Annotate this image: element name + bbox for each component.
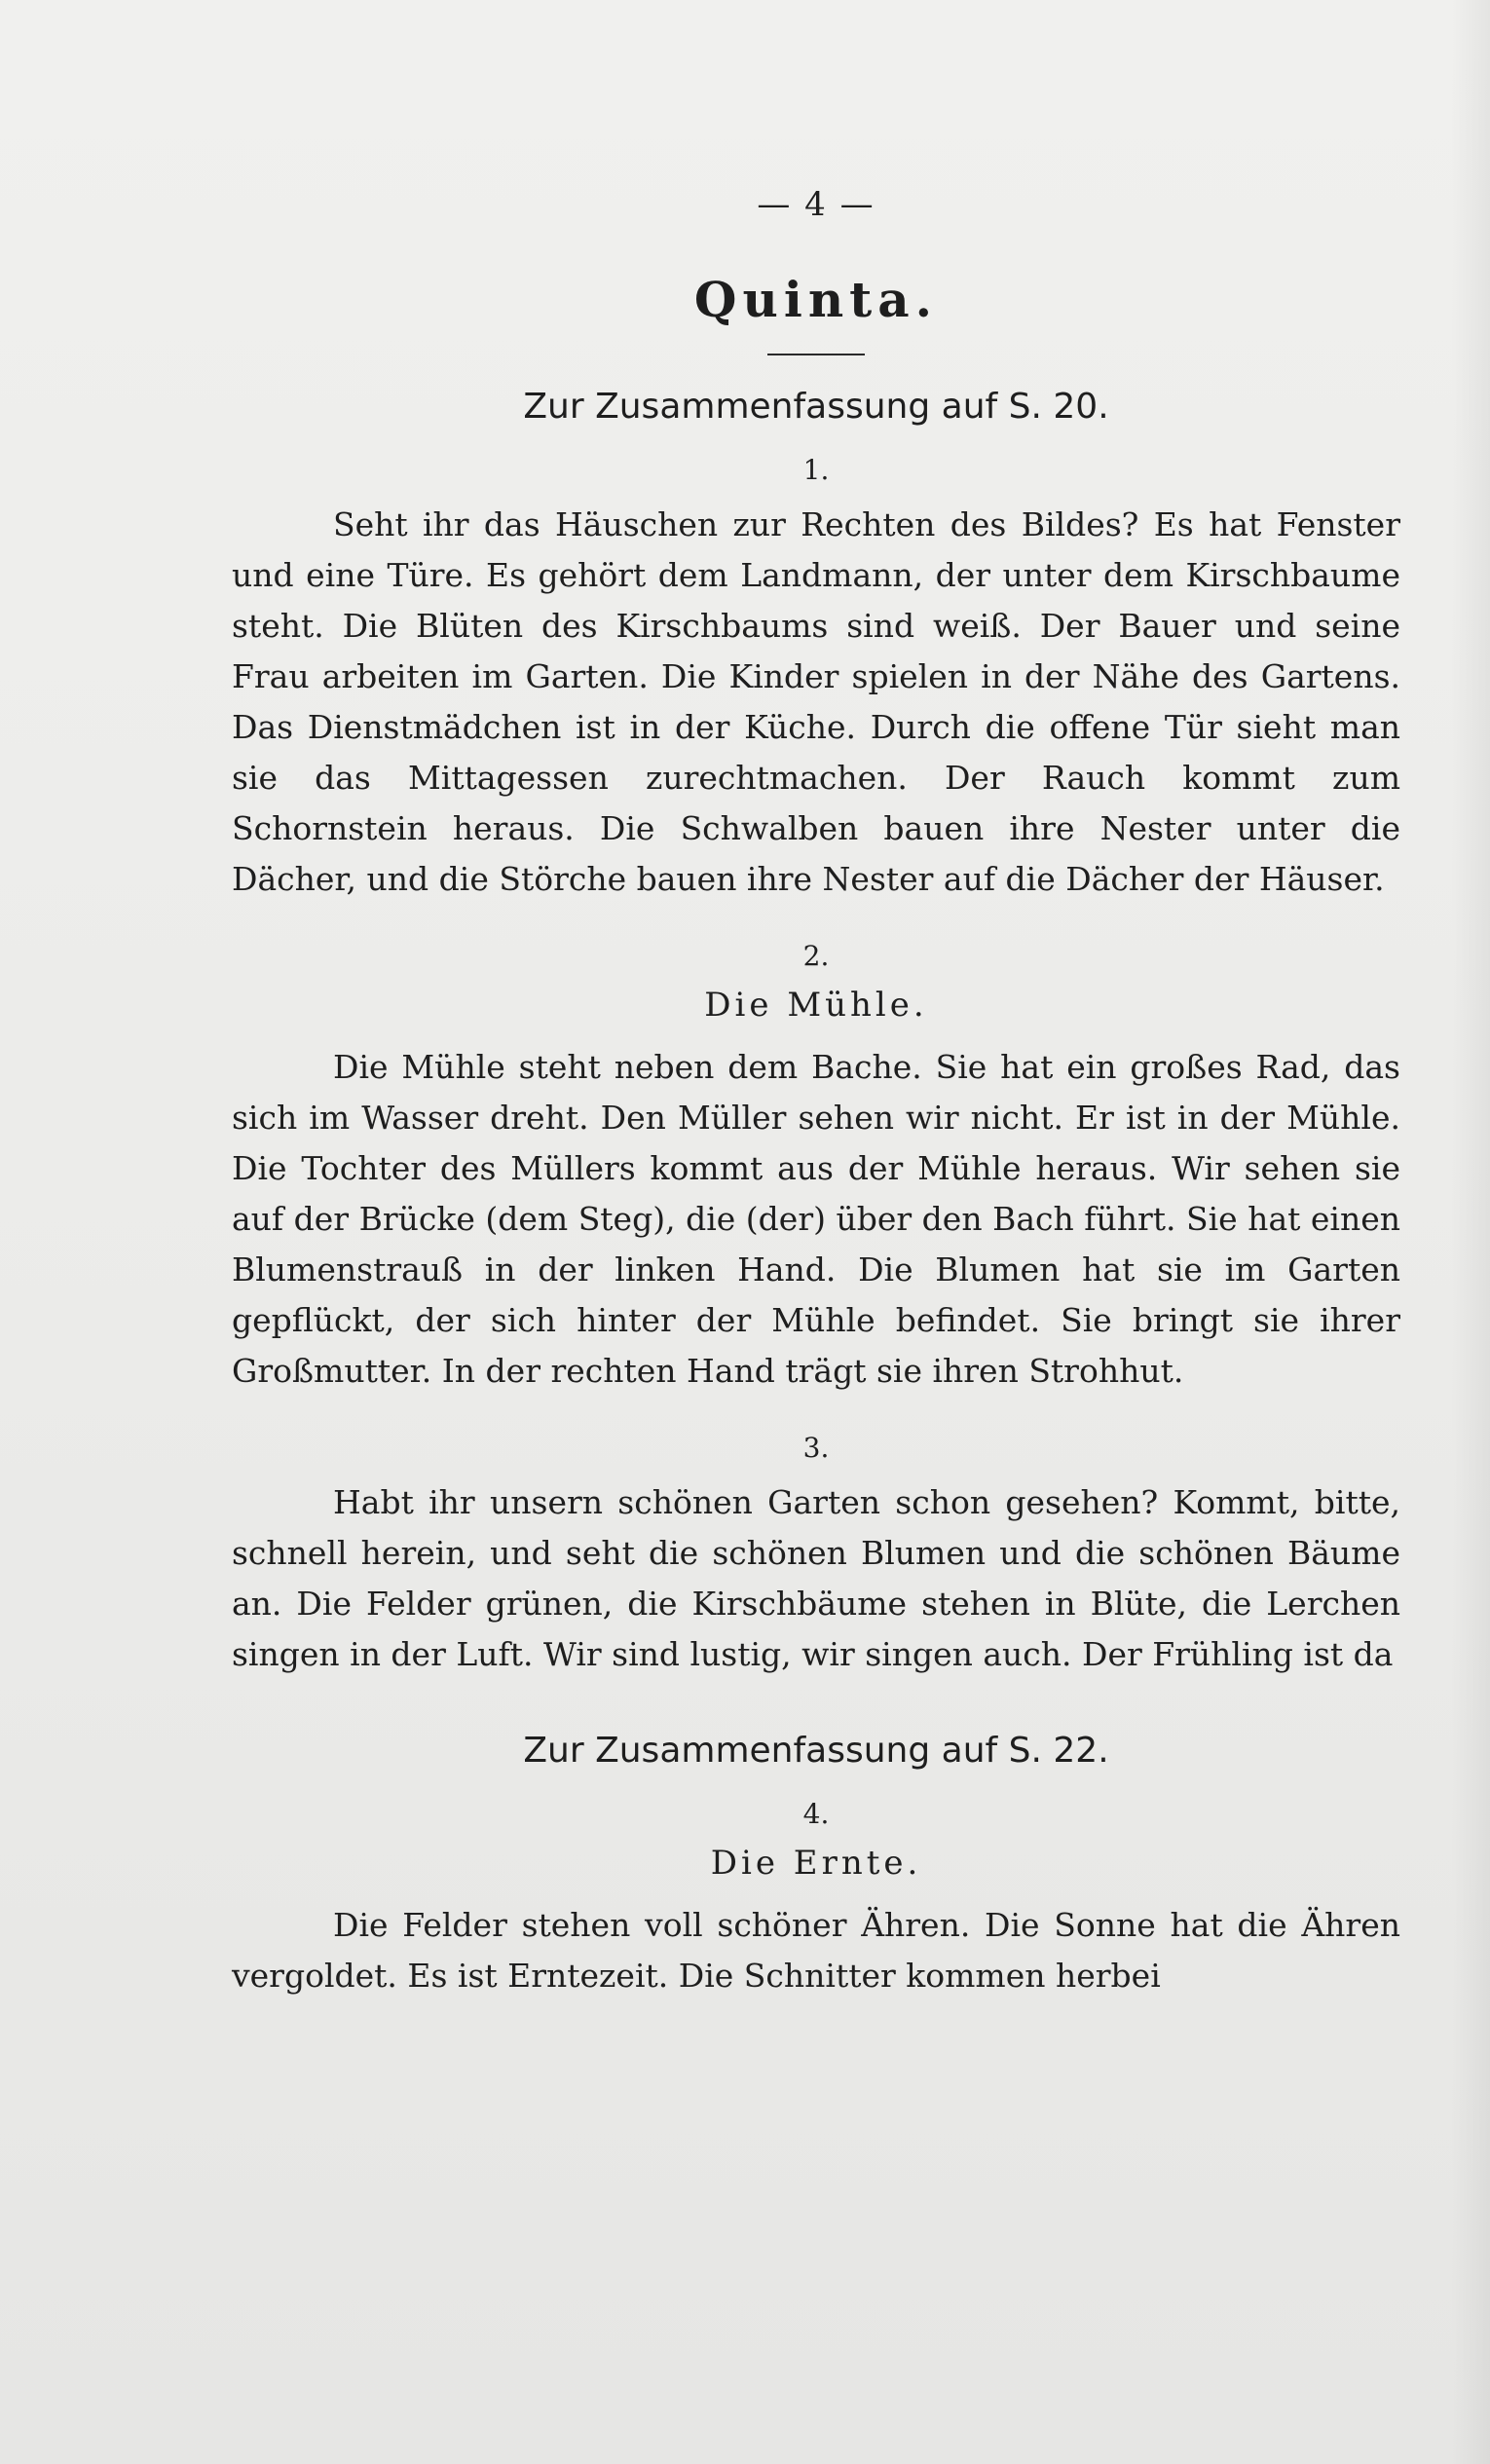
paragraph-4: Die Felder stehen voll schöner Ähren. Die Sonne hat die Ähren vergoldet. Es ist Erntezeit. Die Schnitter kommen herbei <box>232 1906 1400 1995</box>
item-number-4: 4. <box>802 1798 830 1830</box>
item-number-1: 1. <box>802 454 830 486</box>
title-divider <box>767 354 865 355</box>
page-number: — 4 — <box>757 185 875 224</box>
item-subtitle-2: Die Mühle. <box>704 986 928 1025</box>
page-title: Quinta. <box>693 271 939 328</box>
page-content <box>232 185 1400 2001</box>
paragraph-1: Seht ihr das Häuschen zur Rechten des Bildes? Es hat Fenster und eine Türe. Es gehört dem Landmann, der unter dem Kirschbaume steht. Die Blüten des Kirschbaums sind weiß. Der Bauer und seine Frau arbeiten im Garten. Die Kinder spielen in der Nähe des Gartens. Das Dienstmädchen ist in der Küche. Durch die offene Tür sieht man sie das Mittagessen zurechtmachen. Der Rauch kommt zum Schornstein heraus. Die Schwalben bauen ihre Nester unter die Dächer, und die Störche bauen ihre Nester auf die Dächer der Häuser. <box>232 505 1400 898</box>
page-edge-shadow <box>1451 0 1490 2464</box>
item-number-3: 3. <box>802 1432 830 1464</box>
section-heading-s20: Zur Zusammenfassung auf S. 20. <box>523 387 1109 427</box>
paragraph-3: Habt ihr unsern schönen Garten schon gesehen? Kommt, bitte, schnell herein, und seht die schönen Blumen und die schönen Bäume an. Die Felder grünen, die Kirschbäume stehen in Blüte, die Lerchen singen in der Luft. Wir sind lustig, wir singen auch. Der Frühling ist da <box>232 1483 1400 1673</box>
paragraph-2: Die Mühle steht neben dem Bache. Sie hat ein großes Rad, das sich im Wasser dreht. Den Müller sehen wir nicht. Er ist in der Mühle. Die Tochter des Müllers kommt aus der Mühle heraus. Wir sehen sie auf der Brücke (dem Steg), die (der) über den Bach führt. Sie hat einen Blumenstrauß in der linken Hand. Die Blumen hat sie im Garten gepflückt, der sich hinter der Mühle befindet. Sie bringt sie ihrer Großmutter. In der rechten Hand trägt sie ihren Strohhut. <box>232 1048 1400 1390</box>
item-subtitle-4: Die Ernte. <box>710 1844 922 1883</box>
item-number-2: 2. <box>802 940 830 972</box>
section-heading-s22: Zur Zusammenfassung auf S. 22. <box>523 1731 1109 1771</box>
